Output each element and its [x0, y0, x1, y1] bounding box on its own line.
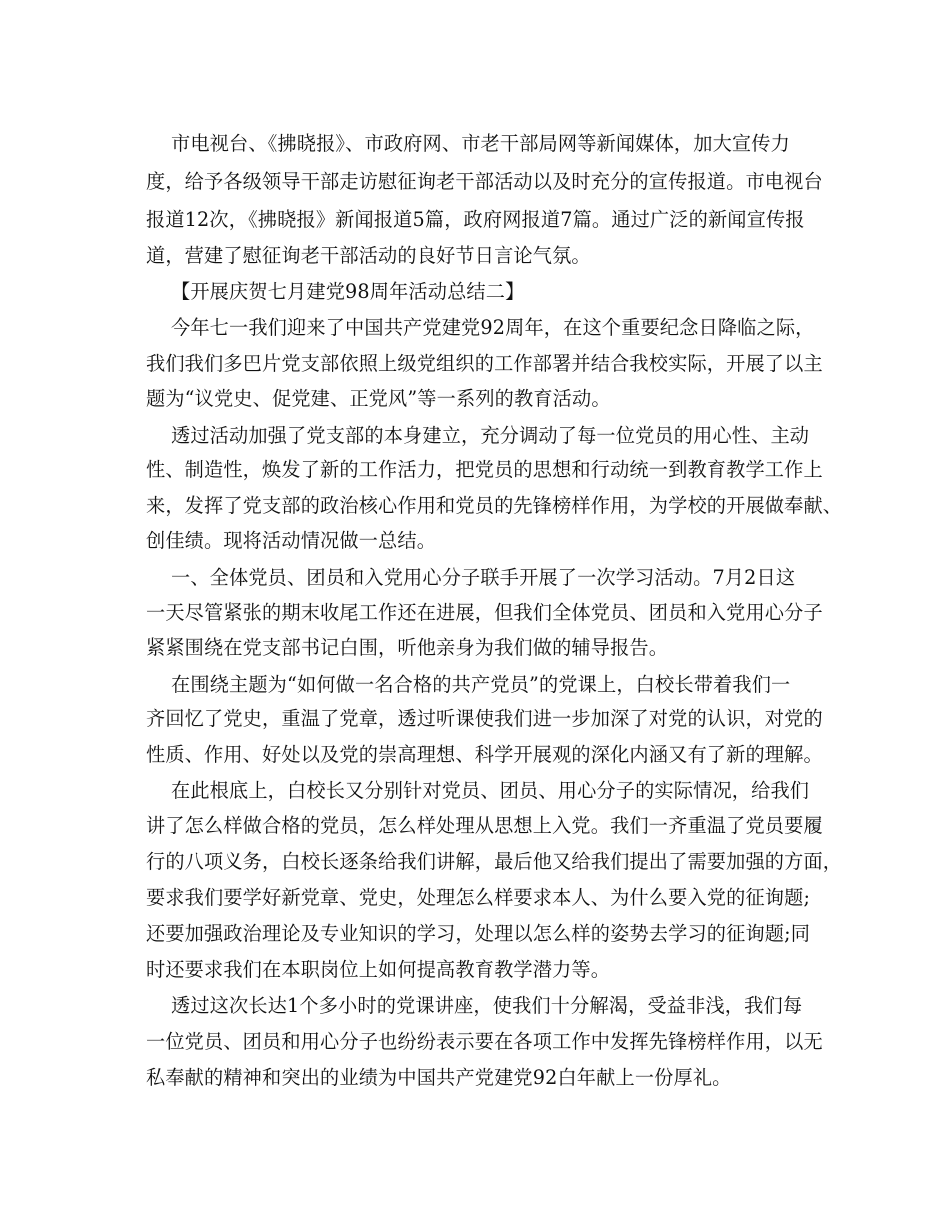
text-line: 还要加强政治理论及专业知识的学习，处理以怎么样的姿势去学习的征询题;同: [146, 922, 811, 945]
text-line: 我们我们多巴片党支部依照上级党组织的工作部署并结合我校实际，开展了以主: [146, 352, 823, 375]
text-line: 私奉献的精神和突出的业绩为中国共产党建党92白年献上一份厚礼。: [146, 1066, 732, 1089]
text-line: 在围绕主题为“如何做一名合格的共产党员”的党课上，白校长带着我们一: [146, 673, 791, 696]
text-line: 市电视台、《拂晓报》、市政府网、市老干部局网等新闻媒体，加大宣传力: [146, 132, 790, 155]
text-line: 一、全体党员、团员和入党用心分子联手开展了一次学习活动。7月2日这: [146, 566, 796, 589]
text-line: 性、制造性，焕发了新的工作活力，把党员的思想和行动统一到教育教学工作上: [146, 458, 823, 481]
text-line: 道，营建了慰征询老干部活动的良好节日言论气氛。: [146, 244, 591, 267]
text-line: 透过活动加强了党支部的本身建立，充分调动了每一位党员的用心性、主动: [146, 424, 810, 447]
text-line: 讲了怎么样做合格的党员，怎么样处理从思想上入党。我们一齐重温了党员要履: [146, 814, 823, 837]
text-line: 时还要求我们在本职岗位上如何提高教育教学潜力等。: [146, 958, 611, 981]
section-heading: 【开展庆贺七月建党98周年活动总结二】: [146, 280, 525, 303]
text-line: 今年七一我们迎来了中国共产党建党92周年，在这个重要纪念日降临之际，: [146, 316, 815, 339]
text-line: 报道12次，《拂晓报》新闻报道5篇，政府网报道7篇。通过广泛的新闻宣传报: [146, 208, 805, 231]
text-line: 度，给予各级领导干部走访慰征询老干部活动以及时充分的宣传报道。市电视台: [146, 170, 823, 193]
text-line: 行的八项义务，白校长逐条给我们讲解，最后他又给我们提出了需要加强的方面，: [146, 850, 843, 873]
text-line: 创佳绩。现将活动情况做一总结。: [146, 529, 437, 552]
text-line: 题为“议党史、促党建、正党风”等一系列的教育活动。: [146, 387, 611, 410]
text-line: 一位党员、团员和用心分子也纷纷表示要在各项工作中发挥先锋榜样作用，以无: [146, 1030, 823, 1053]
text-line: 紧紧围绕在党支部书记白围，听他亲身为我们做的辅导报告。: [146, 636, 669, 659]
text-line: 性质、作用、好处以及党的崇高理想、科学开展观的深化内涵又有了新的理解。: [146, 743, 823, 766]
text-line: 透过这次长达1个多小时的党课讲座，使我们十分解渴，受益非浅，我们每: [146, 994, 803, 1017]
text-line: 来，发挥了党支部的政治核心作用和党员的先锋榜样作用，为学校的开展做奉献、: [146, 494, 843, 517]
text-line: 一天尽管紧张的期末收尾工作还在进展，但我们全体党员、团员和入党用心分子: [146, 601, 823, 624]
text-line: 在此根底上，白校长又分别针对党员、团员、用心分子的实际情况，给我们: [146, 779, 810, 802]
text-line: 齐回忆了党史，重温了党章，透过听课使我们进一步加深了对党的认识，对党的: [146, 707, 823, 730]
text-line: 要求我们要学好新党章、党史，处理怎么样要求本人、为什么要入党的征询题;: [146, 886, 811, 909]
